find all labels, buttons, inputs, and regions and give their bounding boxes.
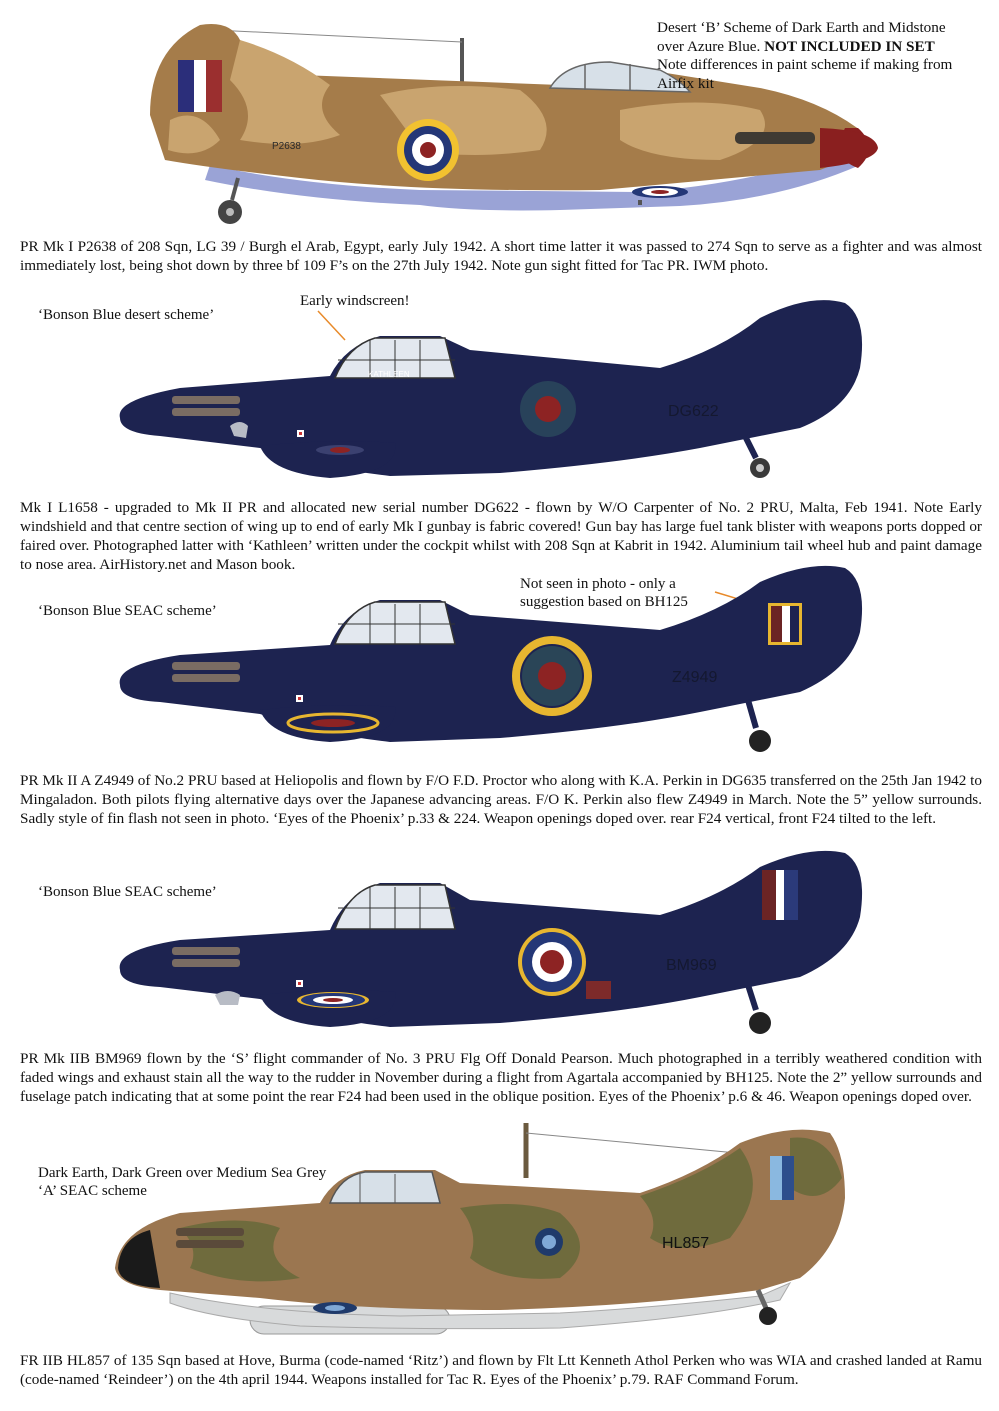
callout-early-windscreen: Early windscreen!	[300, 293, 410, 309]
serial-hl857: HL857	[662, 1235, 710, 1252]
serial-z4949: Z4949	[672, 669, 718, 686]
serial-p2638: P2638	[272, 141, 301, 152]
caption-z4949: PR Mk II A Z4949 of No.2 PRU based at Heliopolis and flown by F/O F.D. Proctor who along with K.A. Perkin in DG635 transferred on the 25th Jan 1942 to Mingaladon. Both pilots flying alternative days over the Japanese advancing areas. F/O K. Perkin also flew Z4949 in March. Note the 5” yellow surrounds. Sadly style of fin flash not seen in photo. ‘Eyes of the Phoenix’ p.33 & 224. Weapon openings doped over. rear F24 vertical, front F24 tilted to the left.	[20, 772, 982, 827]
serial-dg622: DG622	[668, 403, 719, 420]
scheme-label-2: ‘Bonson Blue desert scheme’	[38, 307, 215, 323]
nose-name-kathleen: KATHLEEN	[368, 370, 410, 379]
scheme-note-1: Desert ‘B’ Scheme of Dark Earth and Midstone over Azure Blue. NOT INCLUDED IN SET Note differences in paint scheme if making from Airfix kit	[657, 19, 953, 92]
hurricane-profile-bm969	[0, 845, 999, 1050]
scheme-label-4: ‘Bonson Blue SEAC scheme’	[38, 884, 217, 900]
serial-bm969: BM969	[666, 957, 717, 974]
hurricane-profile-z4949	[0, 560, 999, 770]
caption-hl857: FR IIB HL857 of 135 Sqn based at Hove, Burma (code-named ‘Ritz’) and flown by Flt Ltt Kenneth Athol Perken who was WIA and crashed landed at Ramu (code-named ‘Reindeer’) on the 4th april 1944. Weapons installed for Tac R. Eyes of the Phoenix’ p.79. RAF Command Forum.	[20, 1352, 982, 1388]
scheme-label-5: Dark Earth, Dark Green over Medium Sea Grey ‘A’ SEAC scheme	[38, 1165, 327, 1199]
caption-p2638: PR Mk I P2638 of 208 Sqn, LG 39 / Burgh el Arab, Egypt, early July 1942. A short time latter it was passed to 274 Sqn to serve as a fighter and was almost immediately lost, being shot down by three bf 109 F’s on the 27th July 1942. Note gun sight fitted for Tac PR. IWM photo.	[20, 238, 982, 274]
callout-fin-flash: Not seen in photo - only a suggestion based on BH125	[520, 576, 688, 610]
hurricane-profile-dg622	[0, 288, 999, 498]
scheme-label-3: ‘Bonson Blue SEAC scheme’	[38, 603, 217, 619]
caption-dg622: Mk I L1658 - upgraded to Mk II PR and allocated new serial number DG622 - flown by W/O Carpenter of No. 2 PRU, Malta, Feb 1941. Note Early windshield and that centre section of wing up to end of early Mk I gunbay is fabric covered! Gun bay has large fuel tank blister with weapons ports dopped or faired over. Photographed latter with ‘Kathleen’ written under the cockpit whilst with 208 Sqn at Kabrit in 1942. Aluminium tail wheel hub and paint damage to nose area. AirHistory.net and Mason book.	[20, 499, 982, 573]
caption-bm969: PR Mk IIB BM969 flown by the ‘S’ flight commander of No. 3 PRU Flg Off Donald Pearson. Much photographed in a terribly weathered condition with faded wings and exhaust stain all the way to the rudder in November during a flight from Agartala accompanied by BH125. Note the 2” yellow surrounds and fuselage patch indicating that at some point the rear F24 had been used in the oblique position. Eyes of the Phoenix’ p.6 & 46. Weapon openings doped over.	[20, 1050, 982, 1105]
hurricane-profile-hl857	[0, 1118, 999, 1350]
